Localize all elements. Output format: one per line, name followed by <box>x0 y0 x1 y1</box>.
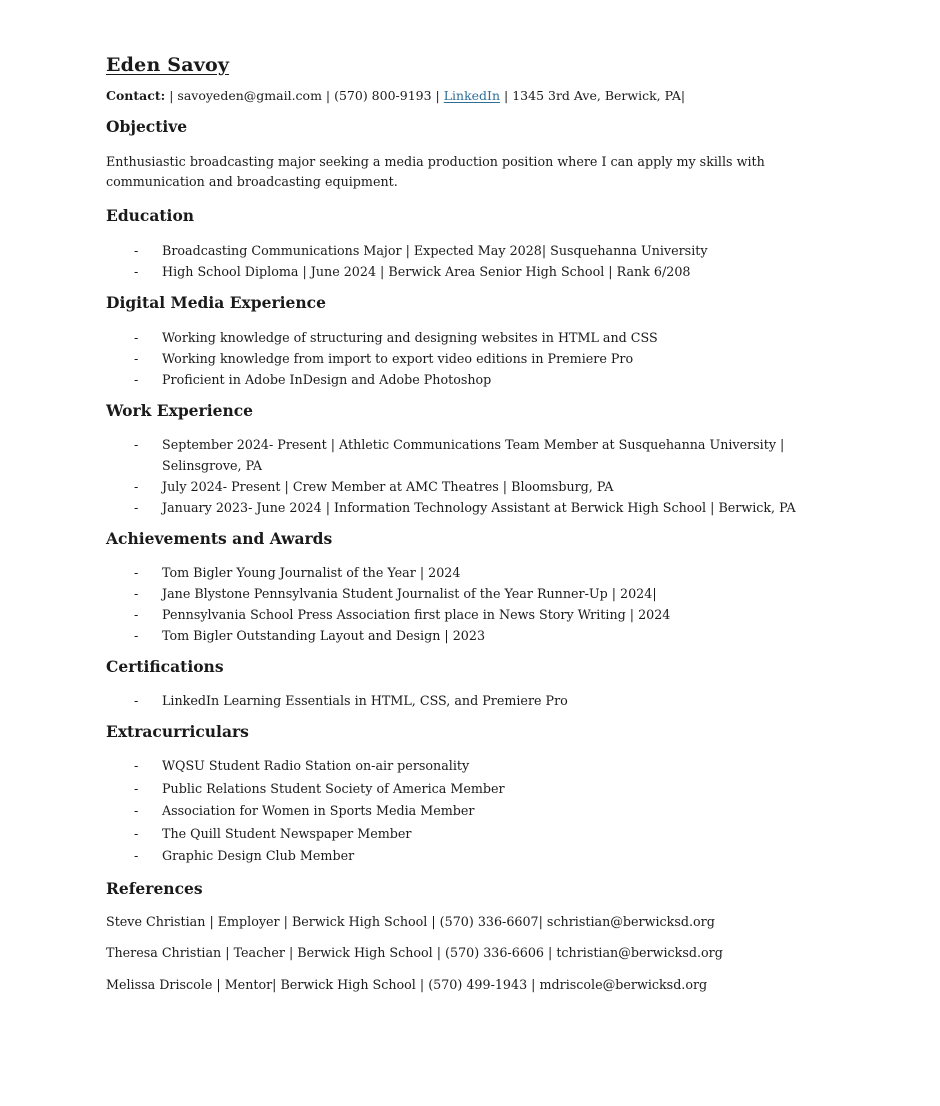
contact-details: | savoyeden@gmail.com | (570) 800-9193 | <box>165 88 444 103</box>
bullet-dash: - <box>134 607 139 622</box>
list-item: - Working knowledge from import to export video editions in Premiere Pro <box>106 348 846 369</box>
bullet-dash: - <box>134 628 139 643</box>
objective-text: Enthusiastic broadcasting major seeking a media production position where I can apply my skills with communication and broadcasting equipment. <box>106 154 765 189</box>
list-item: - Public Relations Student Society of America Member <box>106 778 846 801</box>
work-experience-heading: Work Experience <box>106 401 254 420</box>
references-heading: References <box>106 878 203 898</box>
bullet-dash: - <box>134 780 139 796</box>
reference-line: Melissa Driscole | Mentor| Berwick High School | (570) 499-1943 | mdriscole@berwicksd.org <box>106 976 708 992</box>
reference-line: Theresa Christian | Teacher | Berwick High School | (570) 336-6606 | tchristian@berwicksd.org <box>106 944 723 960</box>
education-list <box>106 240 846 282</box>
list-item: - September 2024- Present | Athletic Communications Team Member at Susquehanna University | Selinsgrove, PA <box>106 434 846 476</box>
education-heading: Education <box>106 206 195 225</box>
bullet-dash: - <box>134 500 139 515</box>
list-item: - LinkedIn Learning Essentials in HTML, CSS, and Premiere Pro <box>106 690 846 711</box>
resume-page <box>106 54 846 992</box>
extracurriculars-list <box>106 755 846 868</box>
bullet-dash: - <box>134 848 139 863</box>
bullet-dash: - <box>134 693 139 708</box>
contact-label: Contact: <box>106 88 166 103</box>
achievements-list <box>106 562 846 646</box>
achievements-heading: Achievements and Awards <box>106 529 333 548</box>
list-item: - Broadcasting Communications Major | Expected May 2028| Susquehanna University <box>106 240 846 261</box>
bullet-dash: - <box>134 565 139 580</box>
list-item: - January 2023- June 2024 | Information Technology Assistant at Berwick High School | Berwick, PA <box>106 497 846 518</box>
extracurriculars-heading: Extracurriculars <box>106 722 249 741</box>
list-item: - Pennsylvania School Press Association first place in News Story Writing | 2024 <box>106 604 846 625</box>
bullet-dash: - <box>134 243 139 258</box>
list-item: - Graphic Design Club Member <box>106 845 846 868</box>
work-experience-list <box>106 434 846 518</box>
bullet-dash: - <box>134 264 139 279</box>
list-item: - Working knowledge of structuring and designing websites in HTML and CSS <box>106 327 846 348</box>
list-item: - The Quill Student Newspaper Member <box>106 823 846 846</box>
certifications-heading: Certifications <box>106 657 224 676</box>
list-item: - Association for Women in Sports Media Member <box>106 800 846 823</box>
list-item: - Tom Bigler Outstanding Layout and Design | 2023 <box>106 625 846 646</box>
certifications-list <box>106 690 846 711</box>
list-item: - WQSU Student Radio Station on-air personality <box>106 755 846 778</box>
bullet-dash: - <box>134 758 139 773</box>
bullet-dash: - <box>134 330 139 345</box>
digital-media-list <box>106 327 846 390</box>
objective-heading: Objective <box>106 117 188 136</box>
list-item: - Proficient in Adobe InDesign and Adobe Photoshop <box>106 369 846 390</box>
bullet-dash: - <box>134 479 139 494</box>
list-item: - Tom Bigler Young Journalist of the Year | 2024 <box>106 562 846 583</box>
list-item: - Jane Blystone Pennsylvania Student Journalist of the Year Runner-Up | 2024| <box>106 583 846 604</box>
list-item: - High School Diploma | June 2024 | Berwick Area Senior High School | Rank 6/208 <box>106 261 846 282</box>
contact-line <box>106 88 846 103</box>
contact-address: | 1345 3rd Ave, Berwick, PA| <box>500 88 686 103</box>
reference-line: Steve Christian | Employer | Berwick High School | (570) 336-6607| schristian@berwicksd.org <box>106 913 715 929</box>
bullet-dash: - <box>134 437 139 452</box>
bullet-dash: - <box>134 351 139 366</box>
linkedin-link[interactable]: LinkedIn <box>443 88 501 103</box>
digital-media-heading: Digital Media Experience <box>106 293 326 312</box>
bullet-dash: - <box>134 586 139 601</box>
bullet-dash: - <box>134 803 139 818</box>
bullet-dash: - <box>134 825 139 841</box>
list-item: - July 2024- Present | Crew Member at AMC Theatres | Bloomsburg, PA <box>106 476 846 497</box>
bullet-dash: - <box>134 372 139 387</box>
resume-name: Eden Savoy <box>106 54 230 76</box>
